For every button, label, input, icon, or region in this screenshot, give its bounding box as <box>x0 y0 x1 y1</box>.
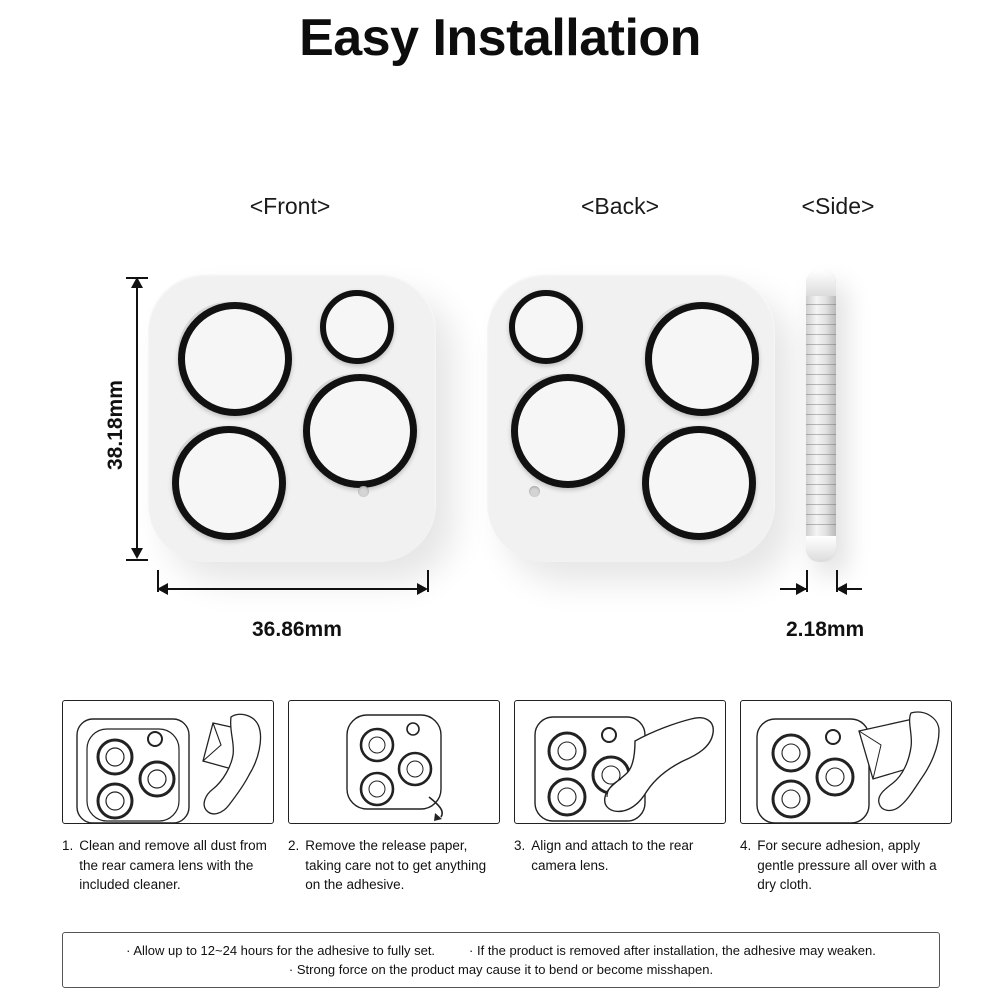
dim-tick-height-bottom <box>126 559 148 561</box>
sensor-dot-front <box>358 486 369 497</box>
step-3-illustration <box>514 700 726 824</box>
step-4 <box>740 700 950 895</box>
step-2-illustration <box>288 700 500 824</box>
footer-notes <box>62 932 940 988</box>
lens-ring-front-small <box>320 290 394 364</box>
side-cap-top <box>806 270 836 296</box>
dimension-thickness-label: 2.18mm <box>786 618 865 641</box>
step-2-text: Remove the release paper, taking care not to get anything on the adhesive. <box>305 838 487 893</box>
footer-note-3: · Strong force on the product may cause it to bend or become misshapen. <box>288 962 714 977</box>
release-paper-icon <box>289 701 499 823</box>
lens-ring-back-1 <box>645 302 759 416</box>
step-2-number: 2. <box>288 838 300 853</box>
lens-ring-front-1 <box>178 302 292 416</box>
dim-arrow-width-right <box>417 583 428 595</box>
page-title: Easy Installation <box>299 9 701 67</box>
step-3 <box>514 700 724 895</box>
step-1-text: Clean and remove all dust from the rear camera lens with the included cleaner. <box>79 838 267 893</box>
footer-note-2: · If the product is removed after installation, the adhesive may weaken. <box>469 943 876 958</box>
step-4-illustration <box>740 700 952 824</box>
step-4-number: 4. <box>740 838 752 853</box>
phone-clean-icon <box>63 701 273 823</box>
dim-arrow-height-down <box>131 548 143 559</box>
side-product-view <box>806 270 836 562</box>
step-1 <box>62 700 272 895</box>
sensor-dot-back <box>529 486 540 497</box>
lens-ring-back-3 <box>642 426 756 540</box>
lens-ring-front-3 <box>303 374 417 488</box>
dim-arrow-thickness-in-right <box>836 583 847 595</box>
dim-line-width <box>163 588 425 590</box>
back-view-label: <Back> <box>581 193 659 219</box>
dim-arrow-height-up <box>131 277 143 288</box>
press-cloth-icon <box>741 701 951 823</box>
front-view-label: <Front> <box>249 193 331 219</box>
lens-ring-back-small <box>509 290 583 364</box>
dimension-height-label: 38.18mm <box>104 380 127 470</box>
align-attach-icon <box>515 701 725 823</box>
step-3-text: Align and attach to the rear camera lens. <box>531 838 694 873</box>
dim-arrow-thickness-in-left <box>796 583 807 595</box>
dimension-width-label: 36.86mm <box>252 618 342 641</box>
side-view-label: <Side> <box>801 193 875 219</box>
footer-note-1: · Allow up to 12~24 hours for the adhesive to fully set. <box>126 943 436 958</box>
step-1-number: 1. <box>62 838 74 853</box>
step-1-illustration <box>62 700 274 824</box>
dim-line-height <box>136 283 138 555</box>
installation-steps <box>62 700 938 895</box>
step-4-text: For secure adhesion, apply gentle pressure all over with a dry cloth. <box>757 838 937 893</box>
step-2 <box>288 700 498 895</box>
front-product-view <box>148 274 436 562</box>
back-product-view <box>487 274 775 562</box>
step-3-number: 3. <box>514 838 526 853</box>
lens-ring-front-2 <box>172 426 286 540</box>
lens-ring-back-2 <box>511 374 625 488</box>
side-cap-bottom <box>806 536 836 562</box>
dim-arrow-width-left <box>157 583 168 595</box>
